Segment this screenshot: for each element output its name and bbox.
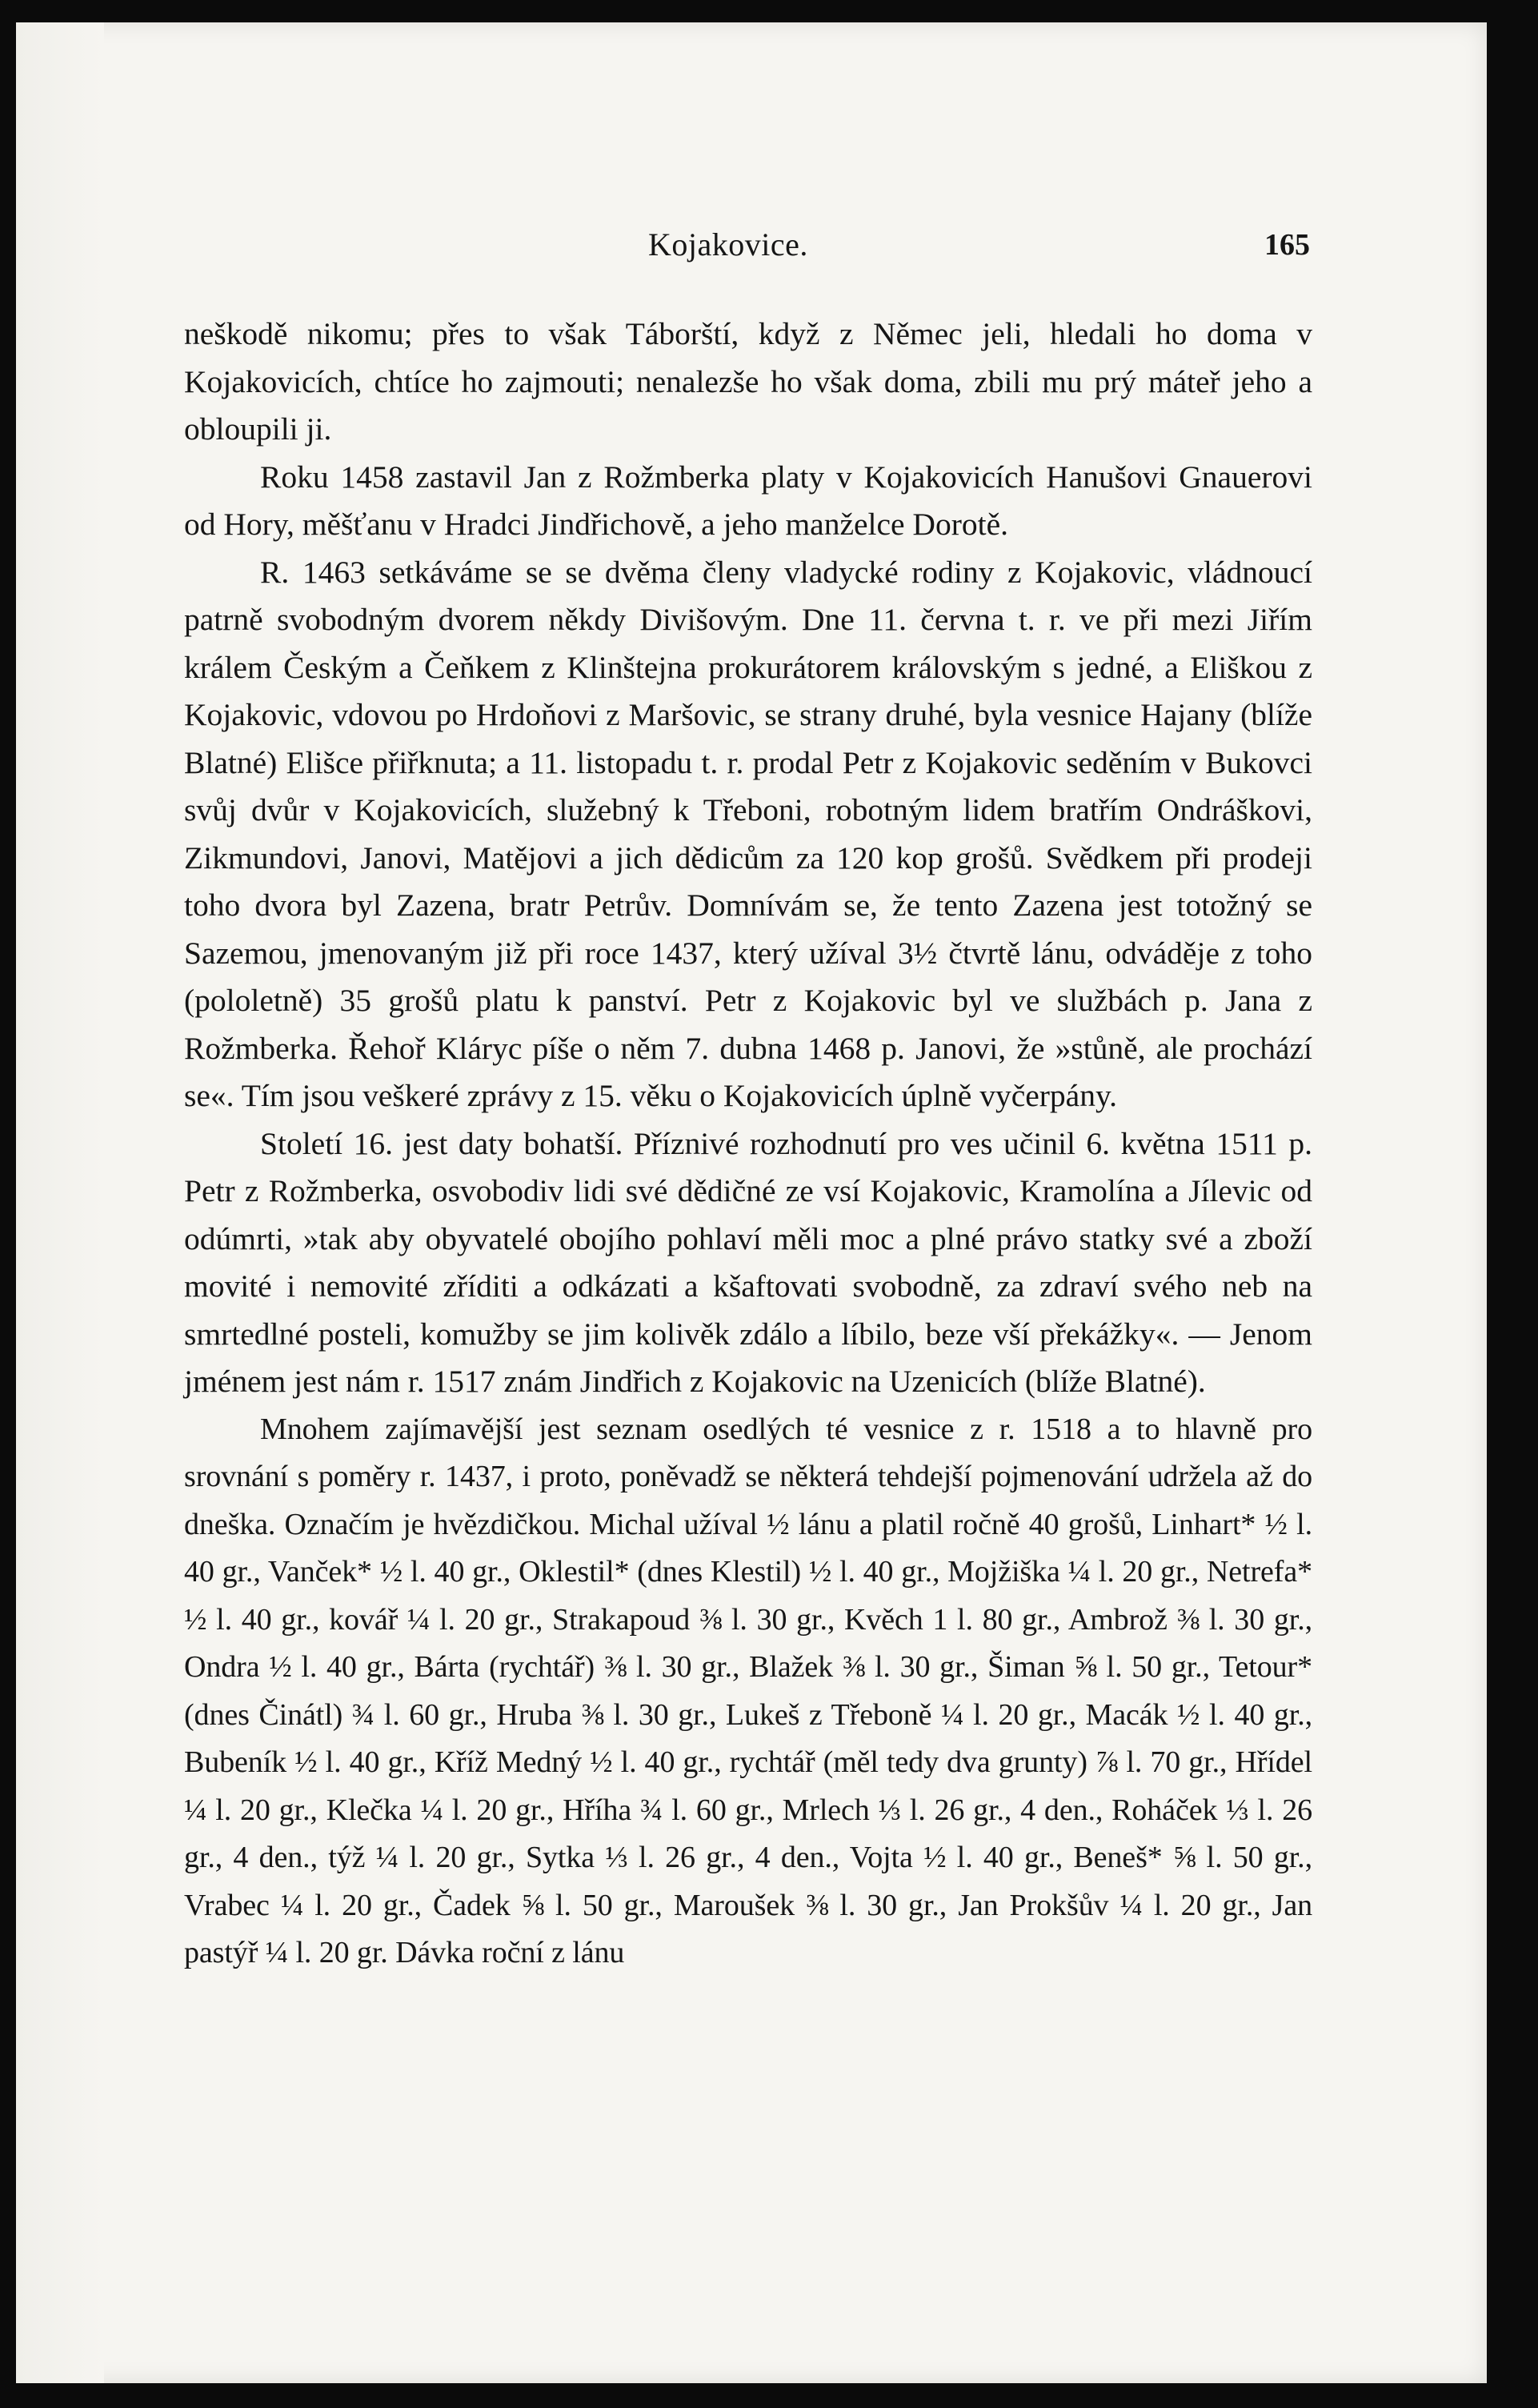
running-head — [16, 226, 1487, 274]
page-edge-shadow — [16, 22, 104, 2383]
paragraph-4: Století 16. jest daty bohatší. Příznivé rozhodnutí pro ves učinil 6. května 1511 p. Petr z Rožmberka, osvobodiv lidi své dědičné ze vsí Kojakovic, Kramolína a Jílevic od odúmrti, »tak aby obyvatelé obojího pohlaví měli moc a plné právo statky své a zboží movité i nemovité zříditi a odkázati a kšaftovati svobodně, za zdraví svého neb na smrtedlné posteli, komužby se jim kolivěk zdálo a líbilo, beze vší překážky«. — Jenom jménem jest nám r. 1517 znám Jindřich z Kojakovic na Uzenicích (blíže Blatné). — [184, 1125, 1312, 1399]
paragraph-3: R. 1463 setkáváme se se dvěma členy vladycké rodiny z Kojakovic, vládnoucí patrně svobodným dvorem někdy Divišovým. Dne 11. června t. r. ve při mezi Jiřím králem Českým a Čeňkem z Klinštejna prokurátorem královským s jedné, a Eliškou z Kojakovic, vdovou po Hrdoňovi z Maršovic, se strany druhé, byla vesnice Hajany (blíže Blatné) Elišce přiřknuta; a 11. listopadu t. r. prodal Petr z Kojakovic seděním v Bukovci svůj dvůr v Kojakovicích, služebný k Třeboni, robotným lidem bratřím Ondráškovi, Zikmundovi, Janovi, Matějovi a jich dědicům za 120 kop grošů. Svědkem při prodeji toho dvora byl Zazena, bratr Petrův. Domnívám se, že tento Zazena jest totožný se Sazemou, jmenovaným již při roce 1437, který užíval 3½ čtvrtě lánu, odváděje z toho (pololetně) 35 grošů platu k panství. Petr z Kojakovic byl ve službách p. Jana z Rožmberka. Řehoř Kláryc píše o něm 7. dubna 1468 p. Janovi, že »stůně, ale prochází se«. Tím jsou veškeré zprávy z 15. věku o Kojakovicích úplně vyčerpány. — [184, 554, 1312, 1113]
page-number: 165 — [1264, 228, 1310, 262]
body-text — [184, 311, 1312, 1977]
paragraph-2: Roku 1458 zastavil Jan z Rožmberka platy v Kojakovicích Hanušovi Gnauerovi od Hory, měšťanu v Hradci Jindřichově, a jeho manželce Dorotě. — [184, 459, 1312, 542]
book-page — [16, 22, 1487, 2383]
paragraph-1: neškodě nikomu; přes to však Táborští, když z Němec jeli, hledali ho doma v Kojakovicích, chtíce ho zajmouti; nenalezše ho však doma, zbili mu prý máteř jeho a obloupili ji. — [184, 316, 1312, 447]
paragraph-5: Mnohem zajímavější jest seznam osedlých té vesnice z r. 1518 a to hlavně pro srovnání s poměry r. 1437, i proto, poněvadž se některá tehdejší pojmenování udržela až do dneška. Označím je hvězdičkou. Michal užíval ½ lánu a platil ročně 40 grošů, Linhart* ½ l. 40 gr., Vanček* ½ l. 40 gr., Oklestil* (dnes Klestil) ½ l. 40 gr., Mojžiška ¼ l. 20 gr., Netrefa* ½ l. 40 gr., kovář ¼ l. 20 gr., Strakapoud ⅜ l. 30 gr., Kvěch 1 l. 80 gr., Ambrož ⅜ l. 30 gr., Ondra ½ l. 40 gr., Bárta (rychtář) ⅜ l. 30 gr., Blažek ⅜ l. 30 gr., Šiman ⅝ l. 50 gr., Tetour* (dnes Činátl) ¾ l. 60 gr., Hruba ⅜ l. 30 gr., Lukeš z Třeboně ¼ l. 20 gr., Macák ½ l. 40 gr., Bubeník ½ l. 40 gr., Kříž Medný ½ l. 40 gr., rychtář (měl tedy dva grunty) ⅞ l. 70 gr., Hřídel ¼ l. 20 gr., Klečka ¼ l. 20 gr., Hříha ¾ l. 60 gr., Mrlech ⅓ l. 26 gr., 4 den., Roháček ⅓ l. 26 gr., 4 den., týž ¼ l. 20 gr., Sytka ⅓ l. 26 gr., 4 den., Vojta ½ l. 40 gr., Beneš* ⅝ l. 50 gr., Vrabec ¼ l. 20 gr., Čadek ⅝ l. 50 gr., Maroušek ⅜ l. 30 gr., Jan Prokšův ¼ l. 20 gr., Jan pastýř ¼ l. 20 gr. Dávka roční z lánu — [184, 1412, 1312, 1969]
running-head-title: Kojakovice. — [648, 226, 808, 262]
